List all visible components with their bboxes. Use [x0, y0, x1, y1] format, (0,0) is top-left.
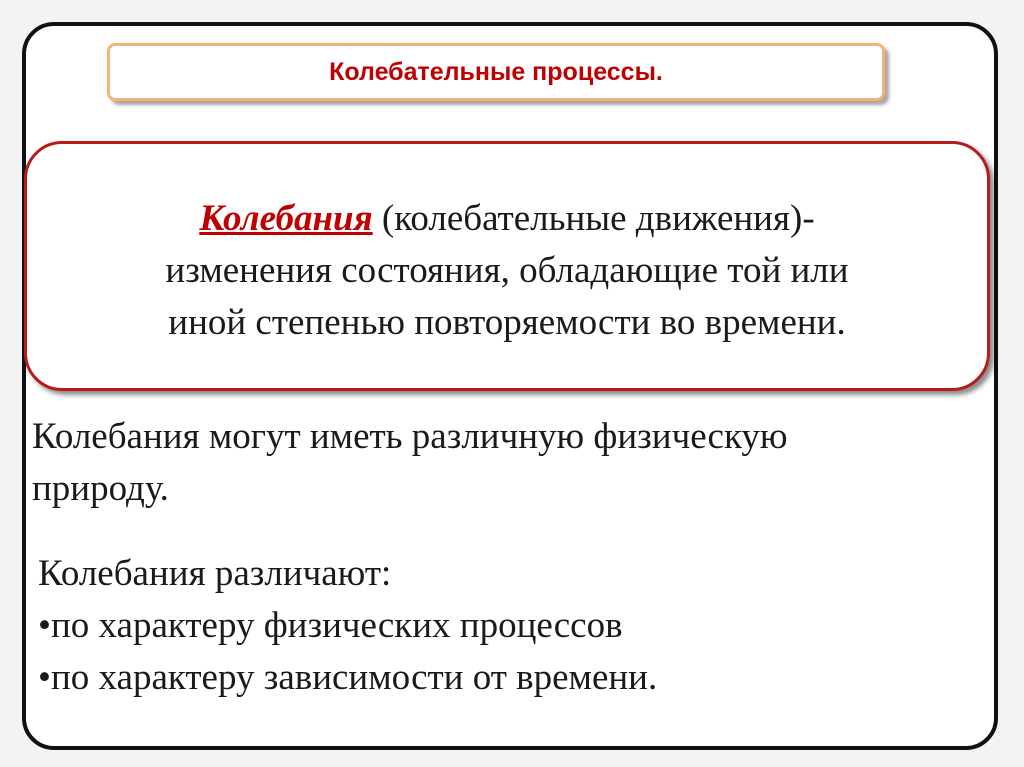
bullet-item: •по характеру зависимости от времени. [38, 657, 658, 698]
title-box [107, 43, 885, 101]
definition-line-1-rest: (колебательные движения)- [372, 198, 815, 239]
classification-intro: Колебания различают: [38, 553, 392, 594]
paragraph1-line-1: Колебания могут иметь различную физическую [32, 416, 788, 457]
page-title: Колебательные процессы. [329, 57, 663, 86]
definition-text [27, 193, 987, 349]
definition-term: Колебания [199, 198, 373, 239]
definition-line-1 [27, 193, 987, 245]
definition-line-3: иной степенью повторяемости во времени. [168, 302, 846, 343]
definition-box [24, 141, 990, 391]
classification-paragraph [38, 548, 657, 704]
definition-line-2: изменения состояния, обладающие той или [165, 250, 849, 291]
paragraph1-line-2: природу. [32, 468, 169, 509]
bullet-item: •по характеру физических процессов [38, 605, 623, 646]
physical-nature-paragraph [32, 411, 788, 515]
